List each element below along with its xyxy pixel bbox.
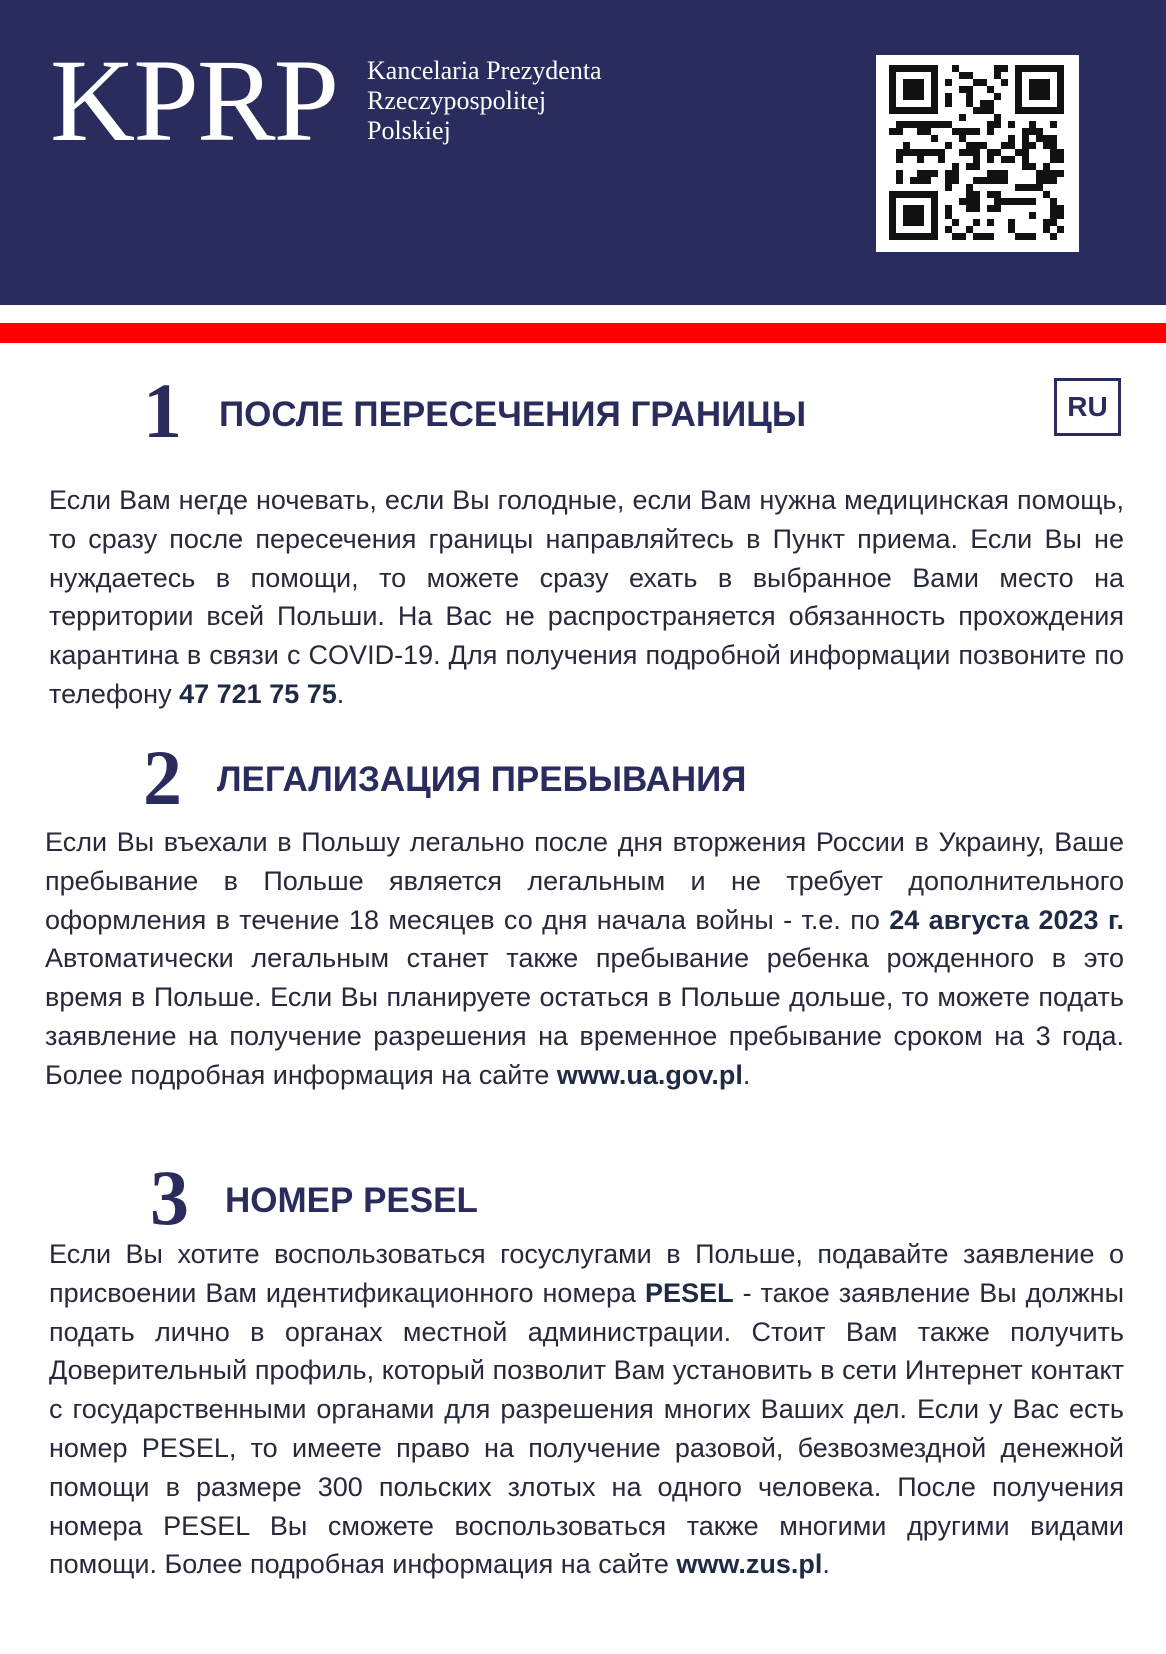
qr-code-icon [889, 65, 1065, 241]
section-3-end: . [822, 1549, 830, 1580]
section-1-number: 1 [143, 367, 182, 454]
zus-link[interactable]: www.zus.pl [676, 1549, 823, 1580]
section-2-number: 2 [143, 734, 182, 821]
pesel-term: PESEL [645, 1277, 734, 1308]
section-1-text [49, 481, 1124, 714]
section-3-body-a: Если Вы хотите воспользоваться госуслугами в Польше, подавайте заявление о присвоении Вам идентификационного номера [49, 1239, 1124, 1308]
section-1-title: ПОСЛЕ ПЕРЕСЕЧЕНИЯ ГРАНИЦЫ [219, 395, 807, 434]
section-1-body: Если Вам негде ночевать, если Вы голодные, если Вам нужна медицинская помощь, то сразу после пересечения границы направляйтесь в Пункт приема. Если Вы не нуждаетесь в помощи, то можете сразу ехать в выбранное Вами место на территории всей Польши. На Вас не распространяется обязанность прохождения карантина в связи с COVID-19. Для получения подробной информации позвоните по телефону [49, 485, 1124, 709]
section-3-title: НОМЕР PESEL [225, 1181, 478, 1220]
section-2-text [45, 823, 1124, 1095]
organization-name [367, 56, 602, 146]
kprp-logo: KPRP [50, 35, 338, 166]
section-3-body-b: - такое заявление Вы должны подать лично в органах местной администрации. Стоит Вам также получить Доверительный профиль, который позволит Вам установить в сети Интернет контакт с государственными органами для разрешения многих Ваших дел. Если у Вас есть номер PESEL, то имеете право на получение разовой, безвозмездной денежной помощи в размере 300 польских злотых на одного человека. После получения номера PESEL Вы сможете воспользоваться также многими другими видами помощи. Более подробная информация на сайте [49, 1277, 1124, 1580]
section-2-end: . [742, 1059, 751, 1090]
hotline-phone[interactable]: 47 721 75 75 [179, 678, 337, 709]
section-3-number: 3 [150, 1154, 189, 1241]
qr-code[interactable] [876, 55, 1079, 252]
section-1-end: . [336, 678, 345, 709]
org-line-2: Rzeczypospolitej [367, 86, 547, 115]
ua-gov-link[interactable]: www.ua.gov.pl [556, 1059, 743, 1090]
section-2-body-b: Автоматически легальным станет также пребывание ребенка рожденного в это время в Польше. Если Вы планируете остаться в Польше дольше, то можете подать заявление на получение разрешения на временное пребывание сроком на 3 года. Более подробная информация на сайте [45, 943, 1124, 1090]
header-banner [0, 0, 1166, 305]
section-3-text [49, 1235, 1124, 1584]
section-2-title: ЛЕГАЛИЗАЦИЯ ПРЕБЫВАНИЯ [217, 760, 747, 799]
deadline-date: 24 августа 2023 г. [889, 904, 1124, 935]
flag-stripe-white [0, 305, 1166, 323]
flag-stripe-red [0, 323, 1166, 343]
org-line-3: Polskiej [367, 116, 451, 145]
language-badge: RU [1054, 378, 1121, 436]
org-line-1: Kancelaria Prezydenta [367, 56, 602, 85]
section-2-body-a: Если Вы въехали в Польшу легально после дня вторжения России в Украину, Ваше пребывание в Польше является легальным и не требует дополнительного оформления в течение 18 месяцев со дня начала войны - т.е. по [45, 827, 1124, 935]
